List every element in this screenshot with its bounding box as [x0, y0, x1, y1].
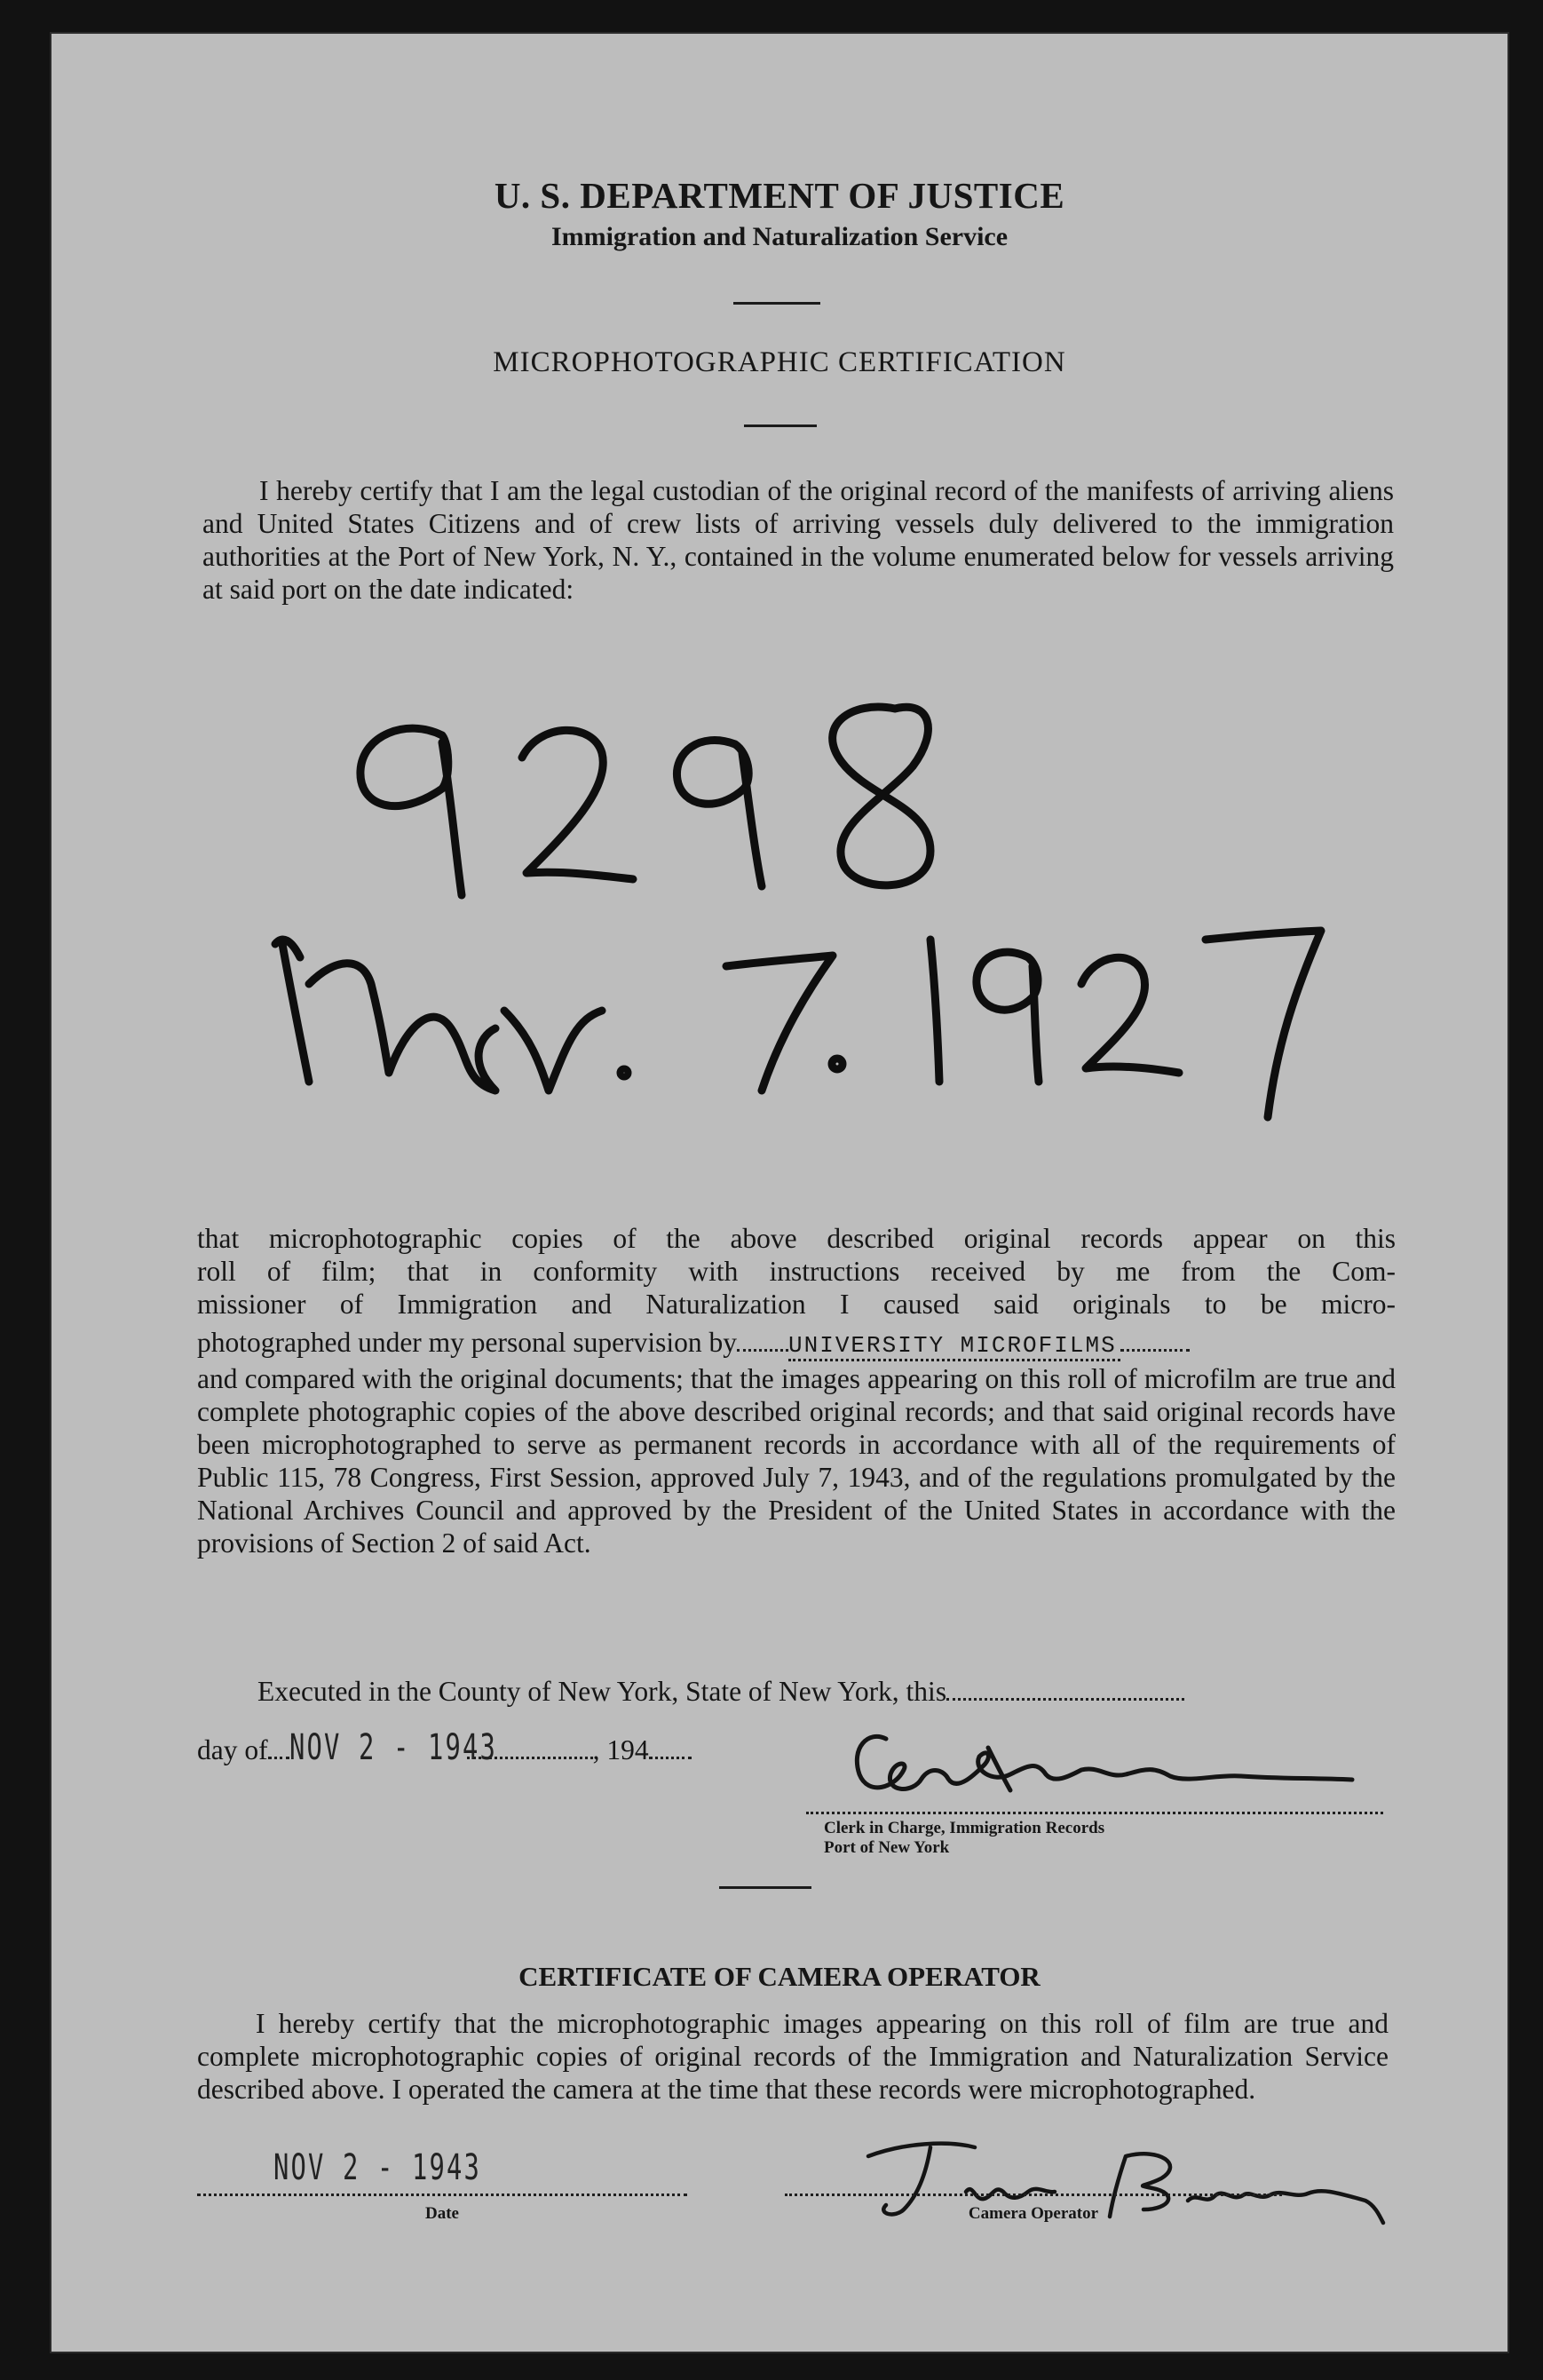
supervision-line-1: that microphotographic copies of the above described original records appear on this [197, 1223, 1396, 1254]
handwritten-volume-and-date [229, 673, 1348, 1135]
title-divider [744, 424, 817, 427]
date-digit-9 [977, 952, 1039, 1082]
dotted-leader [737, 1344, 788, 1352]
clerk-title [824, 1819, 1104, 1858]
compliance-paragraph: and compared with the original documents; that the images appearing on this roll of microfilm are true and complete photographic copies of the above described original records; and that said original records have been microphotographed to serve as permanent records in accordance with all of the requirements of Public 115, 78 Congress, First Session, approved July 7, 1943, and of the regulations promulgated by the National Archives Council and approved by the President of the United States in accordance with the provisions of Section 2 of said Act. [197, 1363, 1396, 1559]
day-of-line [197, 1727, 692, 1768]
custodian-paragraph: I hereby certify that I am the legal custodian of the original record of the manifests of arriving aliens and United States Citizens and of crew lists of arriving vessels duly delivered to the immigration authorities at the Port of New York, N. Y., contained in the volume enumerated below for vessels arriving at said port on the date indicated: [202, 475, 1394, 605]
dotted-leader [268, 1751, 289, 1759]
photographed-by-label: photographed under my personal supervision by [197, 1327, 738, 1358]
day-of-label: day of [197, 1734, 268, 1765]
camera-date-stamp-wrap [273, 2147, 562, 2188]
date-digit-7 [726, 956, 833, 1091]
day-of-stamp: NOV 2 - 1943 [289, 1727, 497, 1768]
photographer-name: UNIVERSITY MICROFILMS [788, 1332, 1120, 1361]
date-letters-nov [275, 940, 495, 1091]
clerk-title-line-1: Clerk in Charge, Immigration Records [824, 1819, 1105, 1837]
volume-digit-9b [677, 741, 762, 886]
camera-certificate-paragraph: I hereby certify that the microphotographic images appearing on this roll of film are true and complete microphotographic copies of original records of the Immigration and Naturalization Service described above. I operated the camera at the time that these records were microphotographed. [197, 2008, 1389, 2105]
photographed-by-line [197, 1326, 1396, 1362]
volume-digit-9a [360, 728, 462, 895]
header-divider [733, 302, 820, 305]
clerk-signature-line [806, 1812, 1383, 1814]
dotted-leader [946, 1693, 1184, 1701]
volume-digit-8 [833, 707, 930, 885]
executed-text: Executed in the County of New York, State of New York, this [257, 1676, 947, 1707]
service-subheading: Immigration and Naturalization Service [550, 222, 1009, 251]
camera-date-stamp: NOV 2 - 1943 [273, 2147, 481, 2188]
camera-certificate-title: CERTIFICATE OF CAMERA OPERATOR [518, 1961, 1041, 1992]
date-digit-7b [1206, 931, 1321, 1117]
clerk-signature [833, 1721, 1383, 1810]
date-label: Date [425, 2204, 459, 2223]
year-prefix: , 194 [592, 1734, 649, 1765]
executed-line [257, 1675, 1184, 1708]
dotted-leader [649, 1751, 692, 1759]
date-digit-2 [1081, 957, 1179, 1073]
operator-signature-line [785, 2194, 1282, 2196]
volume-digit-2 [522, 730, 633, 879]
supervision-paragraph [197, 1222, 1396, 1559]
section-divider [719, 1886, 811, 1889]
dotted-leader [1120, 1344, 1190, 1352]
clerk-title-line-2: Port of New York [824, 1838, 950, 1857]
department-heading: U. S. DEPARTMENT OF JUSTICE [494, 175, 1065, 216]
supervision-line-2: roll of film; that in conformity with instructions received by me from the Com- [197, 1256, 1396, 1287]
date-signature-line [197, 2194, 687, 2196]
certificate-page [51, 34, 1507, 2352]
date-digit-1 [930, 940, 939, 1082]
form-title: MICROPHOTOGRAPHIC CERTIFICATION [493, 346, 1066, 378]
camera-operator-label: Camera Operator [968, 2204, 1099, 2223]
supervision-line-3: missioner of Immigration and Naturalization I caused said originals to be micro- [197, 1289, 1396, 1320]
